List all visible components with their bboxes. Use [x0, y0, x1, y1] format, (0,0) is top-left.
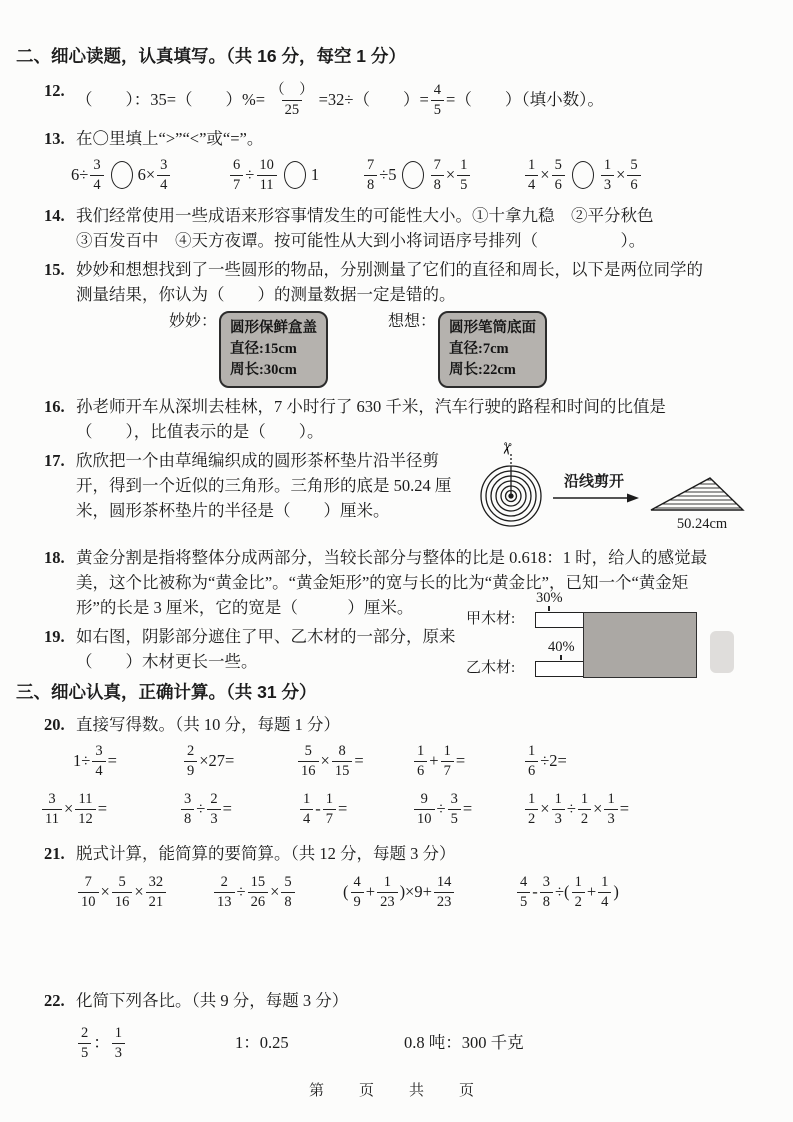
- math-text: ÷: [566, 799, 576, 819]
- fraction: $\frac{1}{4}$: [598, 875, 611, 909]
- calculation-expression: [182, 744, 296, 778]
- math-text: =: [619, 799, 629, 819]
- math-text: 6÷: [71, 165, 89, 185]
- fraction: $\frac{4}{9}$: [351, 875, 364, 909]
- cut-line-label: 沿线剪开: [563, 474, 625, 490]
- question-17: [44, 440, 773, 541]
- wood-a-label: 甲木材:: [466, 611, 516, 627]
- answer-circle: [111, 161, 133, 189]
- fraction: $\frac{3}{5}$: [448, 792, 461, 826]
- question-21-title: 脱式计算，能简算的要简算。（共 12 分，每题 3 分）: [76, 844, 456, 863]
- math-text: ×: [270, 882, 280, 902]
- fraction: $\frac{1}{2}$: [525, 792, 538, 826]
- comparison-expression: [523, 158, 773, 192]
- fraction: $\frac{11}{12}$: [75, 792, 96, 826]
- question-12-equation: [76, 83, 604, 117]
- math-text: 6×: [137, 165, 156, 185]
- math-text: ÷5: [379, 165, 397, 185]
- calculation-expression: [212, 875, 343, 909]
- question-19-line: （ ）木材更长一些。: [76, 652, 258, 671]
- calculation-expression: [523, 744, 773, 778]
- math-text: =: [107, 751, 117, 771]
- math-text: ×: [593, 799, 603, 819]
- calculation-expression: [73, 744, 182, 778]
- calculation-expression: [179, 792, 298, 826]
- wood-bars-diagram: [458, 591, 770, 687]
- tick-mark: [560, 655, 562, 660]
- math-text: ×: [134, 882, 144, 902]
- question-22: [44, 988, 773, 1069]
- fraction: $\frac{1}{7}$: [323, 792, 336, 826]
- question-15-number: 15.: [44, 260, 65, 279]
- fraction: $\frac{2}{9}$: [184, 744, 197, 778]
- fraction: $\frac{5}{16}$: [298, 744, 319, 778]
- question-15-line: 妙妙和想想找到了一些圆形的物品，分别测量了它们的直径和周长，以下是两位同学的: [76, 260, 703, 279]
- question-17-line: 欣欣把一个由草绳编织成的圆形茶杯垫片沿半径剪: [76, 451, 439, 470]
- fraction: $\frac{1}{3}$: [112, 1026, 125, 1060]
- page-footer: 第 页 共 页: [308, 1082, 484, 1099]
- question-22-expressions: [44, 1017, 773, 1069]
- math-text: +: [365, 882, 376, 902]
- fraction: $\frac{6}{7}$: [230, 158, 243, 192]
- math-text: =: [462, 799, 473, 819]
- math-text: +: [429, 751, 439, 771]
- wood-b-label: 乙木材:: [466, 660, 516, 676]
- question-20-number: 20.: [44, 715, 65, 734]
- question-16-line: （ ），比值表示的是（ ）。: [76, 422, 324, 441]
- question-17-number: 17.: [44, 451, 65, 470]
- cut-arrow: [553, 472, 639, 503]
- question-14: [44, 203, 773, 253]
- fraction: $\frac{1}{4}$: [525, 158, 538, 192]
- question-17-line: 开，得到一个近似的三角形。三角形的底是 50.24 厘: [76, 476, 452, 495]
- fraction: $\frac{1}{5}$: [457, 158, 470, 192]
- fraction: $\frac{1}{6}$: [414, 744, 427, 778]
- question-15: [44, 257, 773, 388]
- fraction: $\frac{5}{6}$: [627, 158, 640, 192]
- question-13-number: 13.: [44, 129, 65, 148]
- card-diameter: 直径:15cm: [230, 341, 297, 357]
- math-text: =: [97, 799, 108, 819]
- fraction: $\frac{14}{23}$: [434, 875, 455, 909]
- fraction: $\frac{1}{3}$: [552, 792, 565, 826]
- section2-title: 二、细心读题，认真填写。（共 16 分，每空 1 分）: [16, 46, 406, 66]
- fraction: $\frac{3}{8}$: [181, 792, 194, 826]
- math-text: +: [586, 882, 597, 902]
- math-text: ÷: [436, 799, 446, 819]
- question-21-expressions: [44, 866, 773, 918]
- math-text: -: [315, 799, 321, 819]
- math-text: 1÷: [73, 751, 91, 771]
- answer-circle: [402, 161, 424, 189]
- math-text: )×9+: [399, 882, 432, 902]
- card-group-xiangxiang: [388, 311, 547, 388]
- math-text: ×: [100, 882, 110, 902]
- question-22-number: 22.: [44, 991, 65, 1010]
- math-text: ÷: [236, 882, 246, 902]
- calculation-expression: [523, 792, 773, 826]
- ratio-expression: [235, 1033, 404, 1053]
- question-13-expressions: [71, 151, 773, 199]
- card-object-name: 圆形保鲜盒盖: [230, 320, 318, 336]
- fraction: $\frac{3}{4}$: [157, 158, 170, 192]
- fraction: $\frac{1}{2}$: [578, 792, 591, 826]
- math-text: 0.8 吨：300 千克: [404, 1033, 524, 1053]
- question-20-title: 直接写得数。（共 10 分，每题 1 分）: [76, 715, 340, 734]
- card-circumference: 周长:22cm: [449, 362, 516, 378]
- math-text: =: [338, 799, 348, 819]
- math-text: ÷: [245, 165, 255, 185]
- question-14-line: ③百发百中 ④天方夜谭。按可能性从大到小将词语序号排列（ ）。: [76, 231, 646, 250]
- wood-a-percent-label: 30%: [536, 590, 563, 606]
- answer-circle: [572, 161, 594, 189]
- fraction: $\frac{1}{4}$: [300, 792, 313, 826]
- measurement-card: [438, 311, 547, 388]
- question-19-line: 如右图，阴影部分遮住了甲、乙木材的一部分，原来: [76, 627, 456, 646]
- math-text: 1：0.25: [235, 1033, 289, 1053]
- calculation-expression: [76, 875, 212, 909]
- math-text: 1: [310, 165, 320, 185]
- math-text: ÷: [196, 799, 206, 819]
- math-text: ×: [540, 165, 550, 185]
- question-18-number: 18.: [44, 548, 65, 567]
- card-owner-label: 妙妙：: [169, 313, 218, 330]
- math-text: ÷2=: [540, 751, 567, 771]
- concentric-circles-mat: [481, 454, 541, 526]
- questions-18-19-block: [0, 545, 793, 674]
- fraction: $\frac{7}{8}$: [364, 158, 377, 192]
- question-13-text: 在〇里填上“>”“<”或“=”。: [76, 129, 264, 148]
- fraction: $\frac{5}{16}$: [112, 875, 133, 909]
- math-text: -: [532, 882, 538, 902]
- question-15-line: 测量结果，你认为（ ）的测量数据一定是错的。: [76, 285, 456, 304]
- fraction: $\frac{9}{10}$: [414, 792, 435, 826]
- tick-mark: [548, 606, 550, 611]
- card-object-name: 圆形笔筒底面: [449, 320, 537, 336]
- question-12: [44, 78, 773, 122]
- card-group-miaomiao: [169, 311, 328, 388]
- question-19-number: 19.: [44, 627, 65, 646]
- math-text: ×: [320, 751, 330, 771]
- math-text: ×: [616, 165, 626, 185]
- calculation-expression: [412, 744, 523, 778]
- calculation-expression: [412, 792, 523, 826]
- comparison-expression: [228, 158, 362, 192]
- wood-b-percent-label: 40%: [548, 639, 575, 655]
- question-18-line: 黄金分割是指将整体分成两部分，当较长部分与整体的比是 0.618：1 时，给人的感觉最: [76, 548, 708, 567]
- math-text: =32÷（ ）=: [318, 90, 429, 110]
- fraction: $\frac{1}{3}$: [601, 158, 614, 192]
- math-text: ×: [445, 165, 456, 185]
- fraction: $\frac{4}{5}$: [431, 83, 444, 117]
- math-text: =（ ）（填小数）。: [446, 90, 604, 110]
- answer-circle: [284, 161, 306, 189]
- fraction: $\frac{7}{8}$: [431, 158, 444, 192]
- math-text: ×: [63, 799, 74, 819]
- question-20-row1: [44, 737, 773, 785]
- question-13: [44, 126, 773, 199]
- shaded-cover-rectangle: [583, 612, 697, 678]
- ratio-expression: [76, 1026, 235, 1060]
- measurement-card: [219, 311, 328, 388]
- fraction: $\frac{32}{21}$: [146, 875, 167, 909]
- question-16-line: 孙老师开车从深圳去桂林，7 小时行了 630 千米，汽车行驶的路程和时间的比值是: [76, 397, 666, 416]
- question-17-line: 米，圆形茶杯垫片的半径是（ ）厘米。: [76, 501, 390, 520]
- card-diameter: 直径:7cm: [449, 341, 509, 357]
- measurement-cards: [169, 311, 773, 388]
- fraction: $\frac{15}{26}$: [248, 875, 269, 909]
- fraction: $\frac{2}{3}$: [207, 792, 220, 826]
- fraction: $\frac{3}{4}$: [90, 158, 103, 192]
- math-text: ×27=: [199, 751, 235, 771]
- question-20-row2: [40, 785, 773, 833]
- card-circumference: 周长:30cm: [230, 362, 297, 378]
- fraction: $\frac{3}{4}$: [92, 744, 105, 778]
- fraction: $\frac{5}{6}$: [552, 158, 565, 192]
- math-text: （ ）：35=（ ）%=: [76, 90, 266, 110]
- question-18-line: 形”的长是 3 厘米，它的宽是（ ）厘米。: [76, 598, 414, 617]
- scan-smudge: [710, 631, 734, 673]
- question-12-number: 12.: [44, 81, 65, 100]
- fraction: $\frac{2}{13}$: [214, 875, 235, 909]
- fraction: $\frac{1}{23}$: [377, 875, 398, 909]
- fraction: $\frac{( )}{25}$: [270, 82, 314, 118]
- section3-title: 三、细心认真，正确计算。（共 31 分）: [16, 682, 317, 702]
- math-text: ：: [93, 1033, 110, 1053]
- math-text: =: [222, 799, 232, 819]
- calculation-expression: [40, 792, 179, 826]
- fraction: $\frac{10}{11}$: [256, 158, 277, 192]
- fraction: $\frac{1}{2}$: [572, 875, 585, 909]
- fraction: $\frac{5}{8}$: [281, 875, 294, 909]
- question-14-number: 14.: [44, 206, 65, 225]
- calculation-expression: [298, 792, 412, 826]
- fraction: $\frac{2}{5}$: [78, 1026, 91, 1060]
- question-20: [44, 712, 773, 833]
- teacup-mat-diagram: [473, 434, 773, 541]
- calculation-expression: [343, 875, 515, 909]
- math-text: =: [455, 751, 466, 771]
- fraction: $\frac{7}{10}$: [78, 875, 99, 909]
- triangle-shape: [651, 478, 743, 532]
- question-22-title: 化简下列各比。（共 9 分，每题 3 分）: [76, 991, 349, 1010]
- math-text: ×: [540, 799, 550, 819]
- card-owner-label: 想想：: [388, 313, 437, 330]
- math-text: ): [613, 882, 619, 902]
- comparison-expression: [71, 158, 228, 192]
- math-text: (: [343, 882, 349, 902]
- fraction: $\frac{3}{11}$: [42, 792, 62, 826]
- fraction: $\frac{8}{15}$: [332, 744, 353, 778]
- question-21: [44, 841, 773, 918]
- scissors-icon: ✂: [496, 440, 516, 457]
- ratio-expression: [404, 1033, 773, 1053]
- question-14-line: 我们经常使用一些成语来形容事情发生的可能性大小。①十拿九稳 ②平分秋色: [76, 206, 654, 225]
- triangle-base-label: 50.24cm: [676, 516, 728, 532]
- fraction: $\frac{1}{6}$: [525, 744, 538, 778]
- fraction: $\frac{3}{8}$: [540, 875, 553, 909]
- math-text: =: [354, 751, 364, 771]
- fraction: $\frac{4}{5}$: [517, 875, 530, 909]
- fraction: $\frac{1}{7}$: [441, 744, 454, 778]
- calculation-expression: [515, 875, 773, 909]
- question-18-line: 美，这个比被称为“黄金比”。“黄金矩形”的宽与长的比为“黄金比”，已知一个“黄金矩: [76, 573, 689, 592]
- fraction: $\frac{1}{3}$: [604, 792, 617, 826]
- calculation-expression: [296, 744, 412, 778]
- comparison-expression: [362, 158, 523, 192]
- question-21-number: 21.: [44, 844, 65, 863]
- math-text: ÷(: [555, 882, 570, 902]
- question-16-number: 16.: [44, 397, 65, 416]
